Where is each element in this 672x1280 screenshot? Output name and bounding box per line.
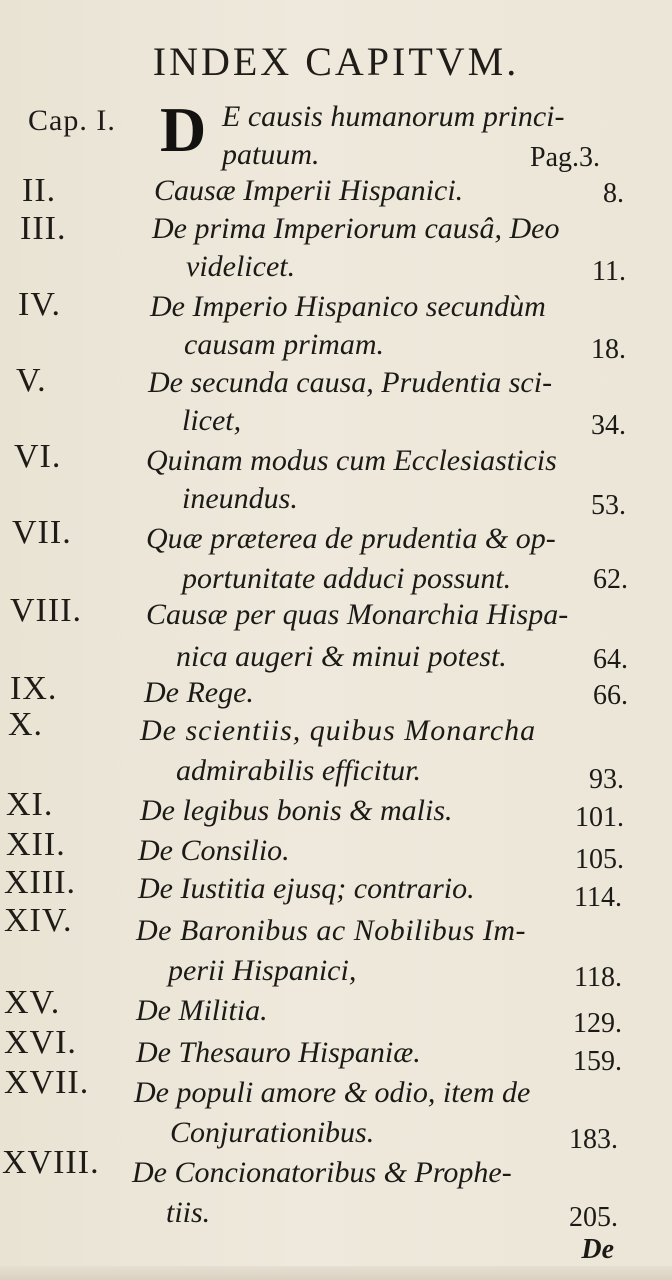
- page-number: 118.: [574, 962, 622, 993]
- chapter-number: X.: [8, 706, 44, 743]
- chapter-title-line: De Iustitia ejusq; contrario.: [138, 872, 475, 905]
- chapter-title-line: De Imperio Hispanico secundùm: [150, 290, 546, 323]
- chapter-title-line: De Baronibus ac Nobilibus Im-: [136, 914, 527, 947]
- page-number: 53.: [591, 490, 626, 521]
- chapter-number: IX.: [10, 670, 58, 707]
- page-number: 159.: [573, 1046, 622, 1077]
- chapter-title-line: ineundus.: [182, 482, 298, 515]
- chapter-title-line: perii Hispanici,: [168, 954, 357, 987]
- chapter-number: VIII.: [10, 592, 83, 629]
- page-number: 3.: [579, 142, 600, 173]
- page-number: 101.: [575, 802, 624, 833]
- chapter-title-line: De secunda causa, Prudentia sci-: [148, 366, 553, 399]
- chapter-title-line: Causæ Imperii Hispanici.: [154, 174, 464, 207]
- page-number: 205.: [569, 1202, 618, 1233]
- chapter-title-line: Causæ per quas Monarchia Hispa-: [146, 598, 569, 631]
- chapter-title-line: E causis humanorum princi-: [222, 100, 565, 133]
- drop-capital: D: [160, 94, 207, 165]
- page-prefix: Pag.: [530, 142, 579, 173]
- chapter-number: VI.: [14, 438, 62, 475]
- chapter-title-line: tiis.: [166, 1196, 211, 1229]
- page-reference: [530, 142, 600, 174]
- chapter-number: XVII.: [4, 1064, 90, 1101]
- chapter-title-line: De Concionatoribus & Prophe-: [132, 1156, 512, 1189]
- chapter-title-line: Quinam modus cum Ecclesiasticis: [146, 444, 557, 477]
- chapter-title-line: De legibus bonis & malis.: [140, 794, 453, 827]
- chapter-title-line: videlicet.: [186, 250, 296, 283]
- page-number: 8.: [603, 178, 624, 209]
- page-number: 66.: [593, 680, 628, 711]
- chapter-number: XVI.: [4, 1024, 77, 1061]
- chapter-title-line: De Militia.: [136, 994, 268, 1027]
- chapter-title-line: admirabilis efficitur.: [176, 754, 422, 787]
- page-number: 129.: [573, 1008, 622, 1039]
- chapter-title-line: licet,: [182, 404, 242, 437]
- chapter-title-line: portunitate adduci possunt.: [182, 562, 512, 595]
- page-number: 18.: [591, 334, 626, 365]
- page-number: 93.: [589, 764, 624, 795]
- chapter-number: V.: [16, 362, 47, 399]
- chapter-title-line: De scientiis, quibus Monarcha: [140, 714, 537, 747]
- chapter-title-line: nica augeri & minui potest.: [176, 640, 507, 673]
- chapter-number: XIV.: [4, 902, 73, 939]
- chapter-title-line: Conjurationibus.: [170, 1116, 375, 1149]
- page-number: 62.: [593, 564, 628, 595]
- chapter-number: VII.: [12, 514, 72, 551]
- chapter-number: II.: [22, 172, 57, 209]
- chapter-number: XIII.: [4, 864, 77, 901]
- page-number: 64.: [593, 644, 628, 675]
- chapter-number: Cap. I.: [28, 104, 116, 137]
- chapter-number: XVIII.: [2, 1144, 100, 1181]
- chapter-number: XII.: [6, 826, 66, 863]
- page-edge: [0, 1266, 672, 1280]
- chapter-title-line: De populi amore & odio, item de: [134, 1076, 531, 1109]
- chapter-number: XI.: [6, 786, 54, 823]
- catchword: De: [581, 1234, 614, 1265]
- page-number: 183.: [569, 1124, 618, 1155]
- page-number: 105.: [575, 844, 624, 875]
- page-number: 114.: [574, 882, 622, 913]
- chapter-number: IV.: [18, 286, 61, 323]
- chapter-title-line: De Thesauro Hispaniæ.: [136, 1036, 421, 1069]
- chapter-number: XV.: [4, 984, 61, 1021]
- page-number: 34.: [591, 410, 626, 441]
- chapter-number: III.: [20, 210, 67, 247]
- chapter-title-line: Quæ præterea de prudentia & op-: [146, 522, 556, 555]
- page-number: 11.: [592, 256, 626, 287]
- page-title: INDEX CAPITVM.: [152, 39, 520, 84]
- chapter-title-line: De prima Imperiorum causâ, Deo: [152, 212, 560, 245]
- chapter-title-line: patuum.: [222, 138, 320, 171]
- chapter-title-line: De Rege.: [144, 676, 254, 709]
- chapter-title-line: De Consilio.: [138, 834, 290, 867]
- chapter-title-line: causam primam.: [184, 328, 384, 361]
